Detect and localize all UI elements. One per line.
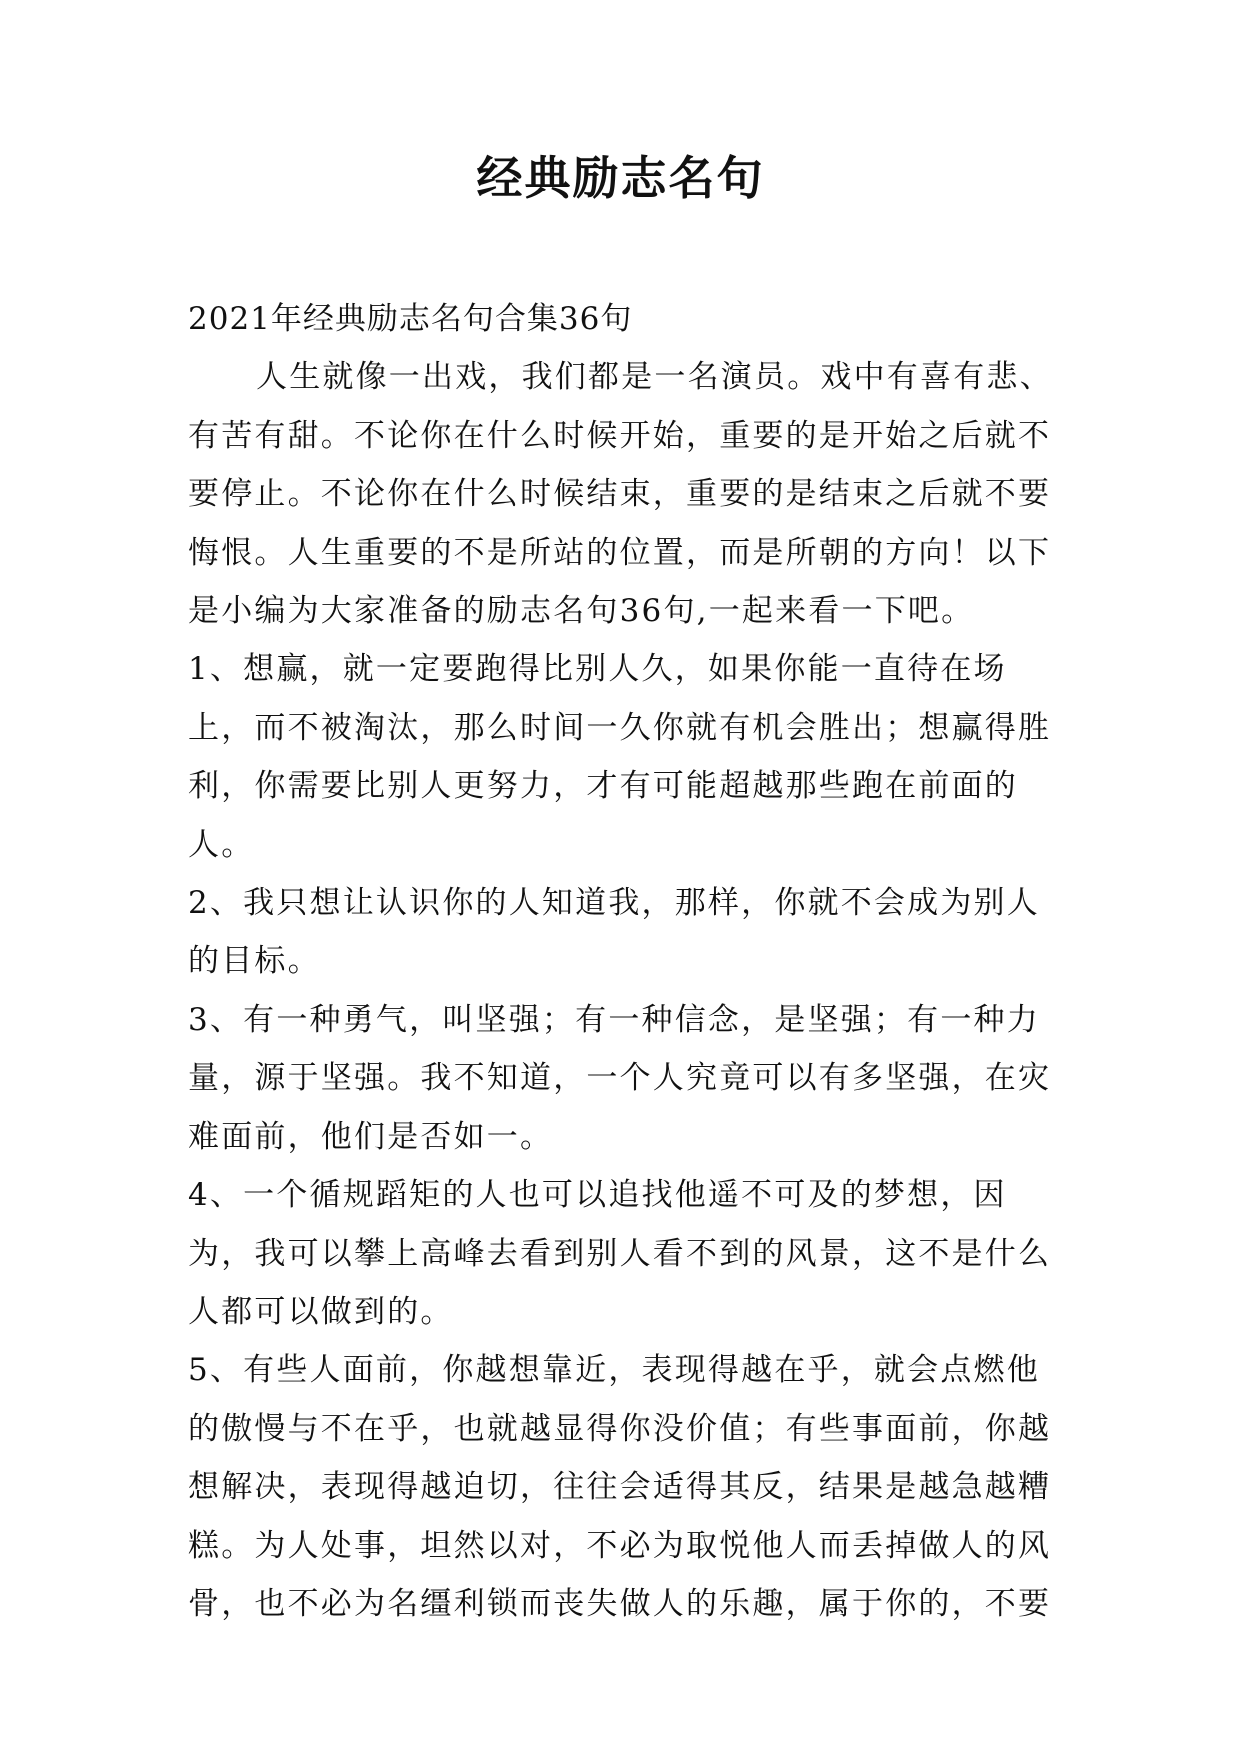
quote-item-4: 4、一个循规蹈矩的人也可以追找他遥不可及的梦想，因为，我可以攀上高峰去看到别人看不到的风景，这不是什么人都可以做到的。 bbox=[188, 1177, 1052, 1330]
quote-item-5: 5、有些人面前，你越想靠近，表现得越在乎，就会点燃他的傲慢与不在乎，也就越显得你没价值；有些事面前，你越想解决，表现得越迫切，往往会适得其反，结果是越急越糟糕。为人处事，坦然以对，不必为取悦他人而丢掉做人的风骨，也不必为名缰利锁而丧失做人的乐趣，属于你的，不要 bbox=[188, 1352, 1052, 1622]
quote-item-1: 1、想赢，就一定要跑得比别人久，如果你能一直待在场上，而不被淘汰，那么时间一久你就有机会胜出；想赢得胜利，你需要比别人更努力，才有可能超越那些跑在前面的人。 bbox=[188, 651, 1052, 863]
quote-item-3: 3、有一种勇气，叫坚强；有一种信念，是坚强；有一种力量，源于坚强。我不知道，一个人究竟可以有多坚强，在灾难面前，他们是否如一。 bbox=[188, 1001, 1052, 1155]
intro-paragraph: 人生就像一出戏，我们都是一名演员。戏中有喜有悲、有苦有甜。不论你在什么时候开始，重要的是开始之后就不要停止。不论你在什么时候结束，重要的是结束之后就不要悔恨。人生重要的不是所站的位置，而是所朝的方向！以下是小编为大家准备的励志名句36句,一起来看一下吧。 bbox=[188, 359, 1053, 630]
document-title: 经典励志名句 bbox=[476, 151, 765, 205]
document-subtitle: 2021年经典励志名句合集36句 bbox=[188, 301, 633, 337]
document-body bbox=[188, 290, 1068, 1633]
quote-item-2: 2、我只想让认识你的人知道我，那样，你就不会成为别人的目标。 bbox=[188, 885, 1040, 980]
